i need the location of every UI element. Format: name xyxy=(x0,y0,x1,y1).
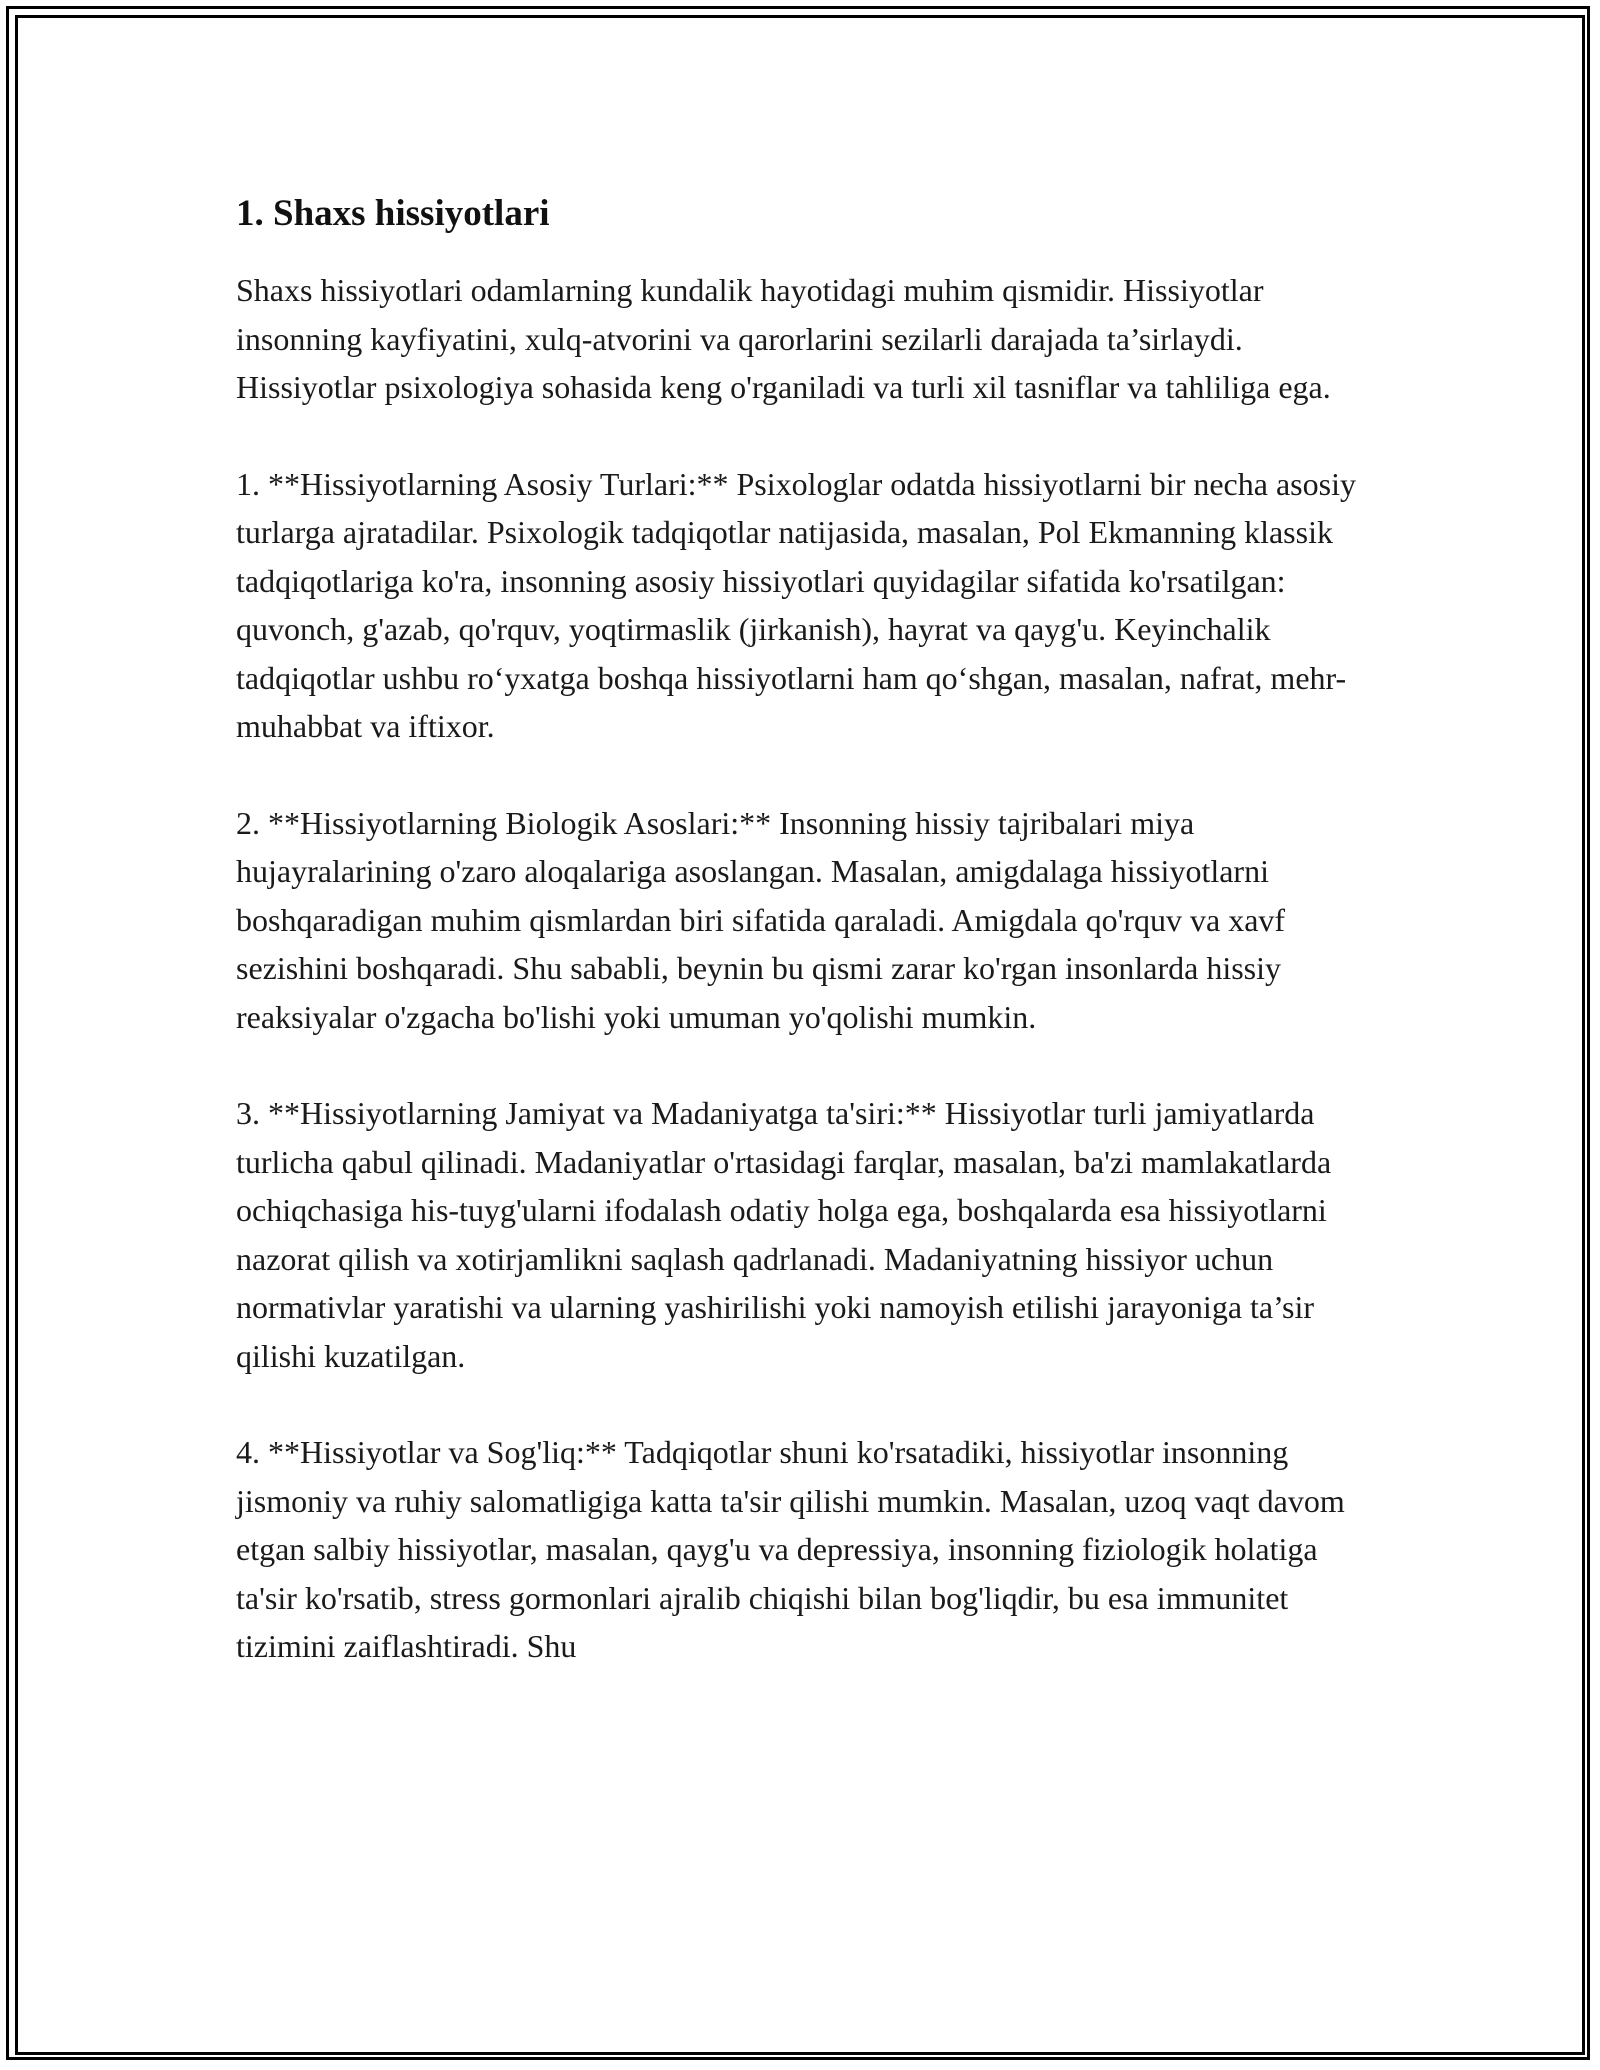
document-body xyxy=(236,188,1366,1719)
section-heading: 1. Shaxs hissiyotlari xyxy=(236,193,550,234)
intro-paragraph: Shaxs hissiyotlari odamlarning kundalik hayotidagi muhim qismidir. Hissiyotlar insonning kayfiyatini, xulq-atvorini va qarorlarini sezilarli darajada ta’sirlaydi. Hissiyotlar psixologiya sohasida keng o'rganiladi va turli xil tasniflar va tahliliga ega. xyxy=(236,272,1331,405)
paragraph-emotion-types: 1. **Hissiyotlarning Asosiy Turlari:** Psixologlar odatda hissiyotlarni bir necha asosiy turlarga ajratadilar. Psixologik tadqiqotlar natijasida, masalan, Pol Ekmanning klassik tadqiqotlariga ko'ra, insonning asosiy hissiyotlari quyidagilar sifatida ko'rsatilgan: quvonch, g'azab, qo'rquv, yoqtirmaslik (jirkanish), hayrat va qayg'u. Keyinchalik tadqiqotlar ushbu ro‘yxatga boshqa hissiyotlarni ham qo‘shgan, masalan, nafrat, mehr-muhabbat va iftixor. xyxy=(236,465,1356,744)
paragraph-biological-basis: 2. **Hissiyotlarning Biologik Asoslari:** Insonning hissiy tajribalari miya hujayralarining o'zaro aloqalariga asoslangan. Masalan, amigdalaga hissiyotlarni boshqaradigan muhim qismlardan biri sifatida qaraladi. Amigdala qo'rquv va xavf sezishini boshqaradi. Shu sababli, beynin bu qismi zarar ko'rgan insonlarda hissiy reaksiyalar o'zgacha bo'lishi yoki umuman yo'qolishi mumkin. xyxy=(236,804,1286,1035)
paragraph-health: 4. **Hissiyotlar va Sog'liq:** Tadqiqotlar shuni ko'rsatadiki, hissiyotlar insonning jismoniy va ruhiy salomatligiga katta ta'sir qilishi mumkin. Masalan, uzoq vaqt davom etgan salbiy hissiyotlar, masalan, qayg'u va depressiya, insonning fiziologik holatiga ta'sir ko'rsatib, stress gormonlari ajralib chiqishi bilan bog'liqdir, bu esa immunitet tizimini zaiflashtiradi. Shu xyxy=(236,1434,1345,1664)
paragraph-society-culture: 3. **Hissiyotlarning Jamiyat va Madaniyatga ta'siri:** Hissiyotlar turli jamiyatlarda turlicha qabul qilinadi. Madaniyatlar o'rtasidagi farqlar, masalan, ba'zi mamlakatlarda ochiqchasiga his-tuyg'ularni ifodalash odatiy holga ega, boshqalarda esa hissiyotlarni nazorat qilish va xotirjamlikni saqlash qadrlanadi. Madaniyatning hissiyor uchun normativlar yaratishi va ularning yashirilishi yoki namoyish etilishi jarayoniga ta’sir qilishi kuzatilgan. xyxy=(236,1095,1332,1374)
